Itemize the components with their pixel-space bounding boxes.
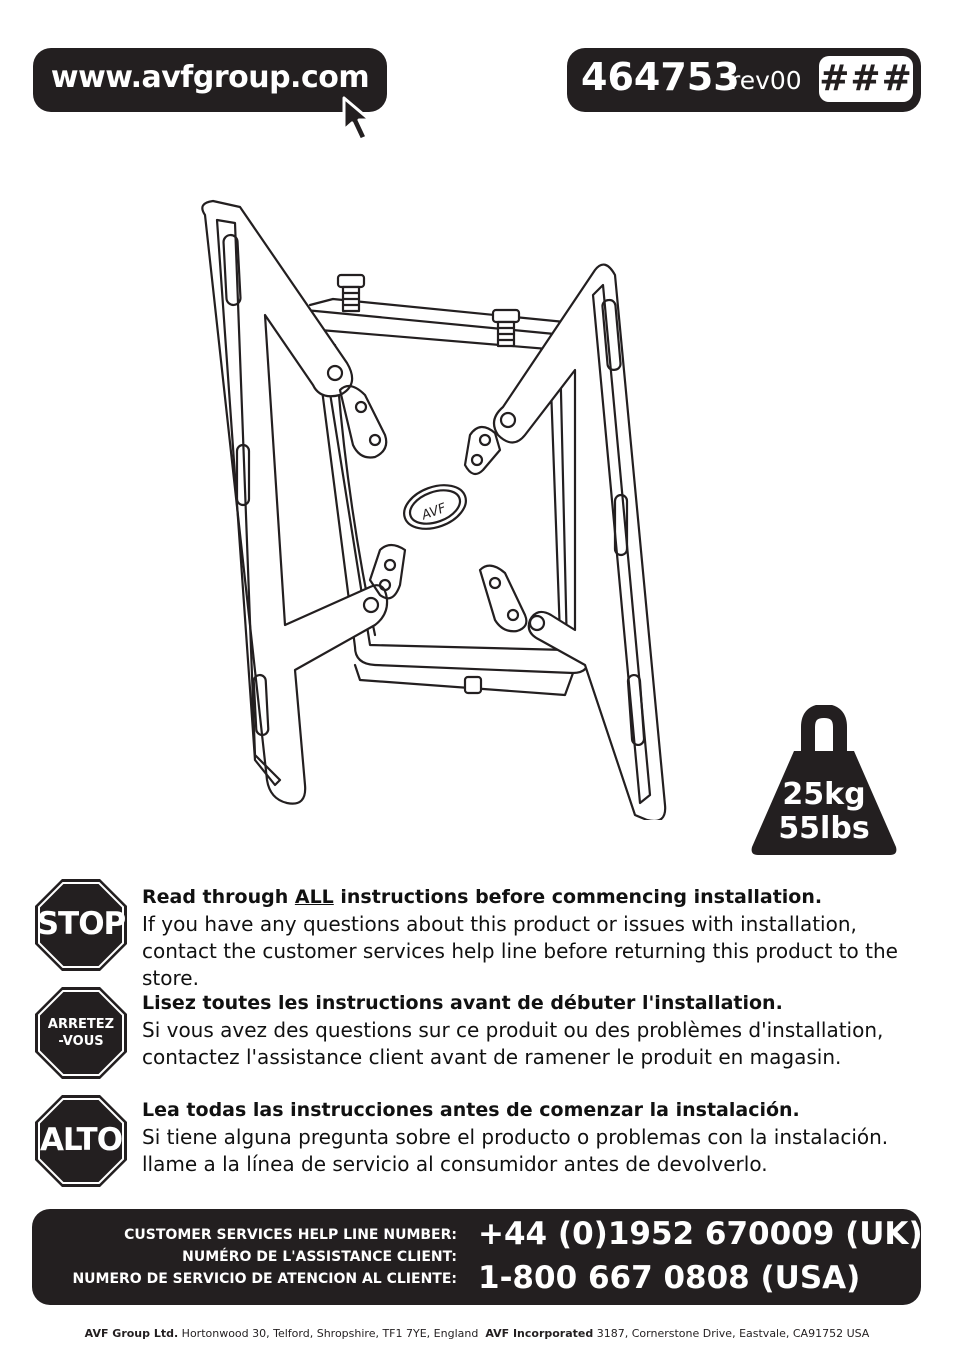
arretez-sign xyxy=(34,986,128,1080)
notice-spanish xyxy=(142,1097,932,1178)
helpline-labels xyxy=(72,1224,457,1290)
notice-english-heading: Read through ALL instructions before commencing installation. xyxy=(142,886,823,908)
arretez-line-2: -VOUS xyxy=(58,1034,104,1049)
model-number: 464753 xyxy=(581,55,740,99)
phone-uk[interactable]: +44 (0)1952 670009 (UK) xyxy=(478,1216,923,1252)
weight-lbs: 55lbs xyxy=(778,811,870,846)
stop-sign xyxy=(34,878,128,972)
uk-company: AVF Group Ltd. xyxy=(84,1327,179,1340)
model-banner xyxy=(567,48,921,112)
weight-kg: 25kg xyxy=(782,777,866,812)
notice-spanish-heading: Lea todas las instrucciones antes de comenzar la instalación. xyxy=(142,1099,800,1121)
notice-english-body: If you have any questions about this product or issues with installation, contact the customer services help line before returning this product to the store. xyxy=(142,912,898,990)
tilt-screw-right xyxy=(493,310,519,346)
tilt-screw-left xyxy=(338,275,364,311)
us-company: AVF Incorporated xyxy=(485,1327,594,1340)
uk-address: Hortonwood 30, Telford, Shropshire, TF1 7YE, England xyxy=(181,1327,479,1340)
helpline-label-fr: NUMÉRO DE L'ASSISTANCE CLIENT: xyxy=(182,1249,457,1265)
tv-mount-illustration xyxy=(195,195,675,820)
stop-label: STOP xyxy=(36,906,126,942)
us-address: 3187, Cornerstone Drive, Eastvale, CA91752 USA xyxy=(596,1327,870,1340)
alto-sign xyxy=(34,1094,128,1188)
revision-label: rev00 xyxy=(730,66,802,95)
helpline-phones xyxy=(478,1212,923,1300)
weight-capacity-icon xyxy=(750,705,898,855)
code-placeholder: ### xyxy=(819,56,913,102)
arretez-line-1: ARRETEZ xyxy=(47,1017,115,1032)
website-url[interactable]: www.avfgroup.com xyxy=(50,60,370,95)
footer-addresses xyxy=(0,1327,954,1340)
helpline-banner xyxy=(32,1209,921,1305)
notice-spanish-body: Si tiene alguna pregunta sobre el producto o problemas con la instalación. llame a la línea de servicio al consumidor antes de devolverlo. xyxy=(142,1125,889,1176)
phone-usa[interactable]: 1-800 667 0808 (USA) xyxy=(478,1260,861,1296)
notice-french xyxy=(142,990,932,1071)
website-banner[interactable] xyxy=(33,48,387,112)
helpline-label-es: NUMERO DE SERVICIO DE ATENCION AL CLIENTE: xyxy=(72,1271,457,1287)
notice-english xyxy=(142,884,932,992)
notice-french-heading: Lisez toutes les instructions avant de débuter l'installation. xyxy=(142,992,783,1014)
notice-french-body: Si vous avez des questions sur ce produit ou des problèmes d'installation, contactez l'assistance client avant de ramener le produit en magasin. xyxy=(142,1018,884,1069)
arretez-label xyxy=(34,1016,128,1050)
alto-label: ALTO xyxy=(39,1122,123,1158)
avf-logo: AVF xyxy=(419,500,449,524)
cursor-arrow-icon xyxy=(340,96,388,148)
helpline-label-en: CUSTOMER SERVICES HELP LINE NUMBER: xyxy=(124,1227,457,1243)
